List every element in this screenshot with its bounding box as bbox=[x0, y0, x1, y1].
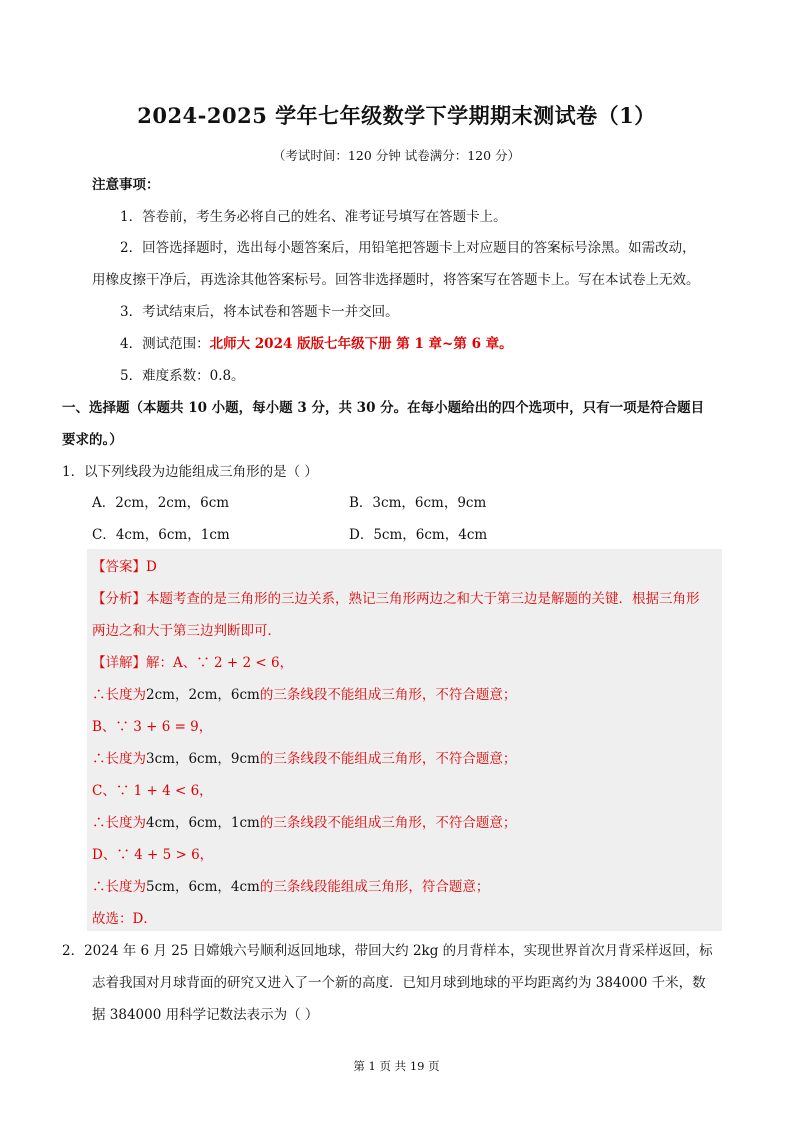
analysis-line1: 【分析】本题考查的是三角形的三边关系，熟记三角形两边之和大于第三边是解题的关键．根据三角形 bbox=[92, 591, 700, 607]
detail-c: C、∵ 1 + 4 < 6， bbox=[92, 783, 213, 799]
question-2-line1: 2．2024 年 6 月 25 日嫦娥六号顺利返回地球，带回大约 2kg 的月背样本，实现世界首次月背采样返回，标 bbox=[62, 943, 713, 959]
conclusion-c-text: 的三条线段不能组成三角形，不符合题意； bbox=[259, 815, 517, 831]
exam-subtitle: （考试时间：120 分钟 试卷满分：120 分） bbox=[272, 148, 521, 163]
conclusion-c-prefix: ∴长度为 bbox=[92, 815, 146, 831]
conclusion-b bbox=[92, 749, 516, 769]
question-1-option-d: D．5cm，6cm，4cm bbox=[349, 527, 488, 543]
question-1-option-a: A．2cm，2cm，6cm bbox=[92, 495, 230, 511]
question-2-line3: 据 384000 用科学记数法表示为（ ） bbox=[92, 1007, 319, 1023]
final-choice: 故选：D． bbox=[92, 911, 157, 927]
detail-a-condition: A、∵ 2 + 2 < 6， bbox=[173, 655, 294, 671]
conclusion-a-text: 的三条线段不能组成三角形，不符合题意； bbox=[259, 687, 517, 703]
analysis-line2: 两边之和大于第三边判断即可． bbox=[92, 623, 281, 639]
note-item-4-prefix: 4．测试范围： bbox=[120, 336, 210, 352]
note-item-5: 5．难度系数：0.8。 bbox=[120, 368, 245, 384]
section-heading-line2: 要求的。） bbox=[62, 432, 123, 448]
conclusion-d-text: 的三条线段能组成三角形，符合题意； bbox=[259, 879, 490, 895]
exam-title: 2024-2025 学年七年级数学下学期期末测试卷（1） bbox=[137, 103, 656, 128]
test-range: 北师大 2024 版版七年级下册 第 1 章~第 6 章。 bbox=[209, 336, 513, 352]
note-item-1: 1．答卷前，考生务必将自己的姓名、准考证号填写在答题卡上。 bbox=[120, 209, 507, 225]
conclusion-c-values: 4cm，6cm，1cm bbox=[146, 815, 260, 831]
question-1-option-c: C．4cm，6cm，1cm bbox=[92, 527, 230, 543]
page-footer: 第 1 页 共 19 页 bbox=[353, 1059, 440, 1073]
conclusion-d bbox=[92, 877, 489, 897]
conclusion-a-values: 2cm，2cm，6cm bbox=[146, 687, 260, 703]
detail-a bbox=[92, 653, 293, 673]
conclusion-a-prefix: ∴长度为 bbox=[92, 687, 146, 703]
note-item-3: 3．考试结束后，将本试卷和答题卡一并交回。 bbox=[120, 304, 399, 320]
detail-prefix: 【详解】解： bbox=[92, 655, 173, 671]
note-item-4 bbox=[120, 334, 513, 354]
conclusion-b-prefix: ∴长度为 bbox=[92, 751, 146, 767]
question-1-option-b: B．3cm，6cm，9cm bbox=[349, 495, 487, 511]
section-heading-line1: 一、选择题（本题共 10 小题，每小题 3 分，共 30 分。在每小题给出的四个选项中，只有一项是符合题目 bbox=[62, 400, 705, 416]
answer-label: 【答案】D bbox=[92, 559, 157, 575]
notes-heading: 注意事项： bbox=[92, 177, 160, 193]
detail-d: D、∵ 4 + 5 > 6， bbox=[92, 847, 214, 863]
conclusion-a bbox=[92, 685, 516, 705]
conclusion-d-values: 5cm，6cm，4cm bbox=[146, 879, 260, 895]
conclusion-b-values: 3cm，6cm，9cm bbox=[146, 751, 260, 767]
note-item-2-line1: 2．回答选择题时，选出每小题答案后，用铅笔把答题卡上对应题目的答案标号涂黑。如需改动， bbox=[120, 240, 696, 256]
conclusion-d-prefix: ∴长度为 bbox=[92, 879, 146, 895]
conclusion-c bbox=[92, 813, 516, 833]
question-2-line2: 志着我国对月球背面的研究又进入了一个新的高度．已知月球到地球的平均距离约为 384000 千米，数 bbox=[92, 975, 706, 991]
question-1-stem: 1．以下列线段为边能组成三角形的是（ ） bbox=[62, 464, 318, 480]
conclusion-b-text: 的三条线段不能组成三角形，不符合题意； bbox=[259, 751, 517, 767]
detail-b: B、∵ 3 + 6 = 9， bbox=[92, 719, 213, 735]
note-item-2-line2: 用橡皮擦干净后，再选涂其他答案标号。回答非选择题时，将答案写在答题卡上。写在本试卷上无效。 bbox=[92, 272, 700, 288]
